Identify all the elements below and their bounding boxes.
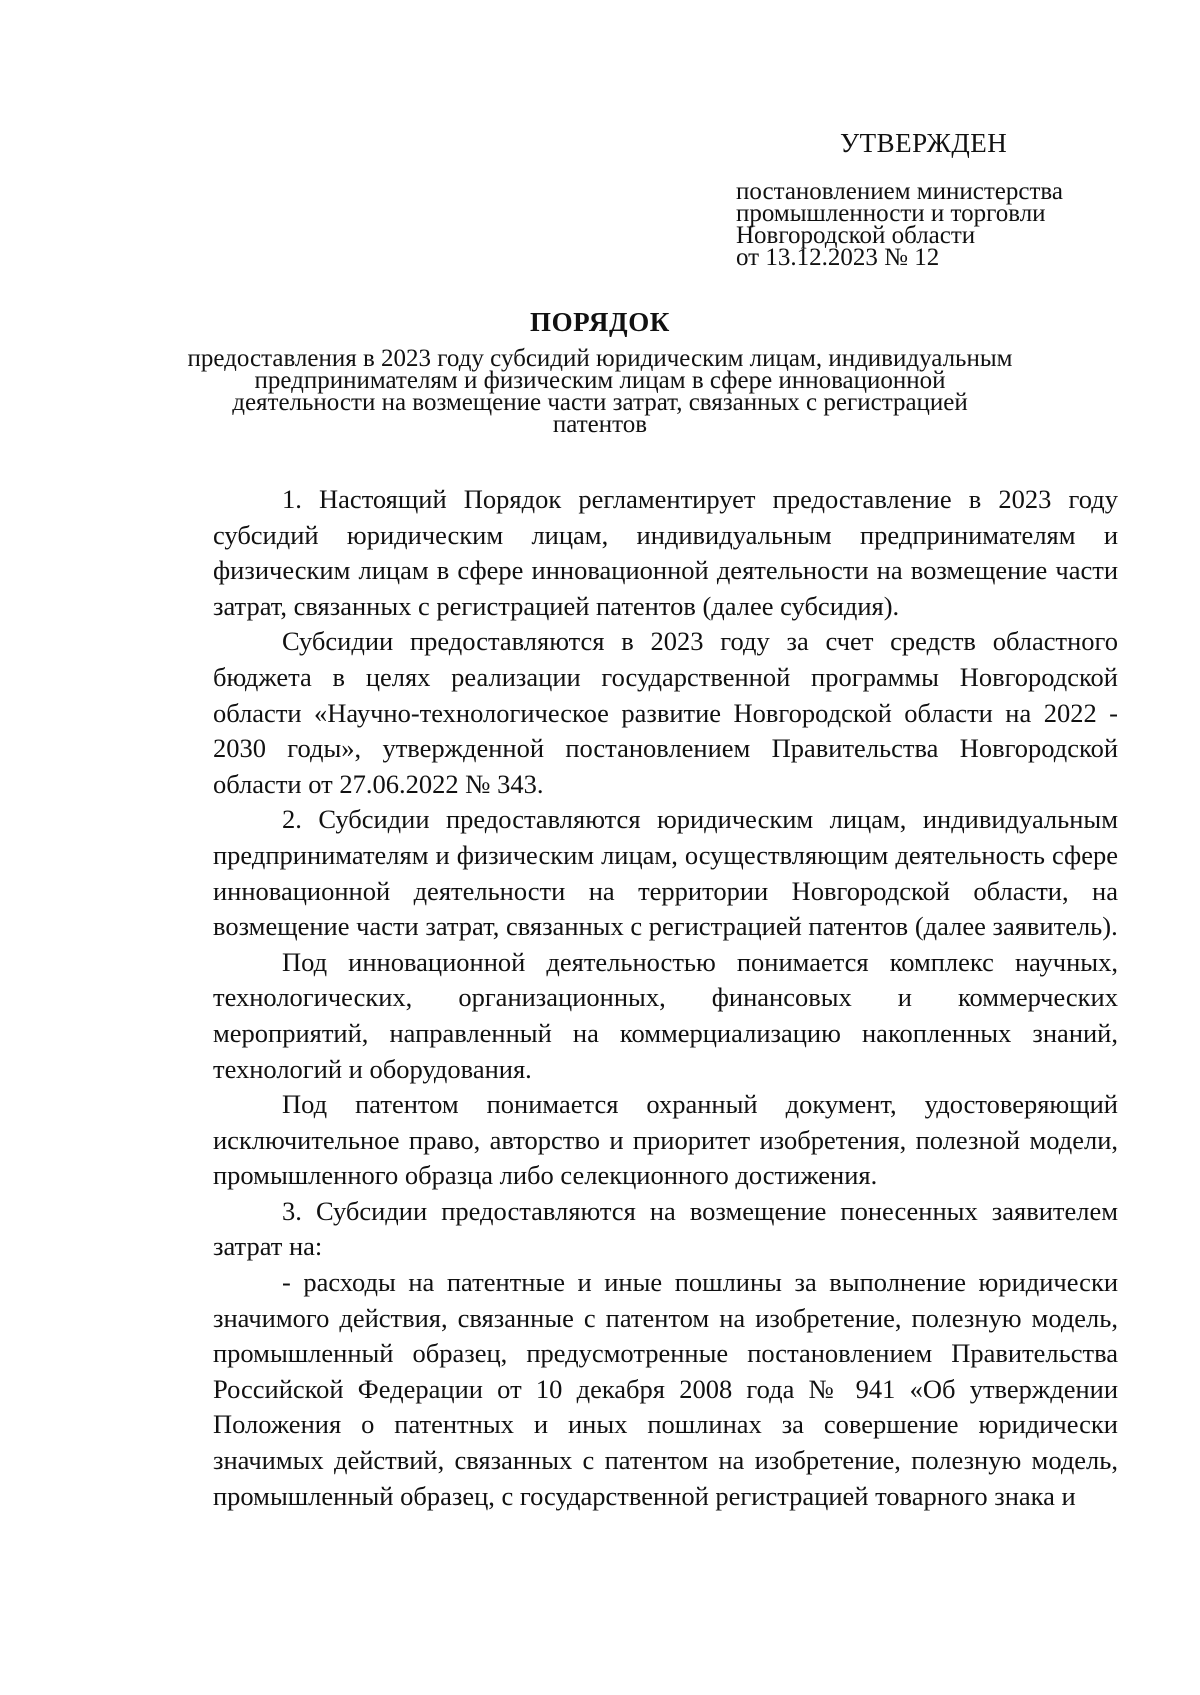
subtitle-line: предоставления в 2023 году субсидий юридическим лицам, индивидуальным [187, 345, 1013, 372]
approval-line: промышленности и торговли [736, 200, 1046, 227]
approval-title: УТВЕРЖДЕН [840, 128, 1008, 158]
paragraph-innovation-definition: Под инновационной деятельностью понимается комплекс научных, технологических, организационных, финансовых и коммерческих мероприятий, направленный на коммерциализацию накопленных знаний, технологий и оборудования. [213, 946, 1118, 1084]
paragraph-expenses-item: - расходы на патентные и иные пошлины за выполнение юридически значимого действия, связанные с патентом на изобретение, полезную модель, промышленный образец, предусмотренные постановлением Правительства Российской Федерации от 10 декабря 2008 года № 941 «Об утверждении Положения о патентных и иных пошлинах за совершение юридически значимых действий, связанных с патентом на изобретение, полезную модель, промышленный образец, с государственной регистрацией товарного знака и [213, 1267, 1118, 1511]
approval-line: Новгородской области [736, 222, 976, 249]
approval-line: постановлением министерства [736, 178, 1063, 205]
approval-stamp [736, 128, 1116, 269]
paragraph-funding-source: Субсидии предоставляются в 2023 году за счет средств областного бюджета в целях реализации государственной программы Новгородской области «Научно-технологическое развитие Новгородской области на 2022 - 2030 годы», утвержденной постановлением Правительства Новгородской области от 27.06.2022 № 343. [213, 626, 1118, 799]
subtitle-line: деятельности на возмещение части затрат, связанных с регистрацией [232, 389, 968, 416]
document-body [213, 482, 1118, 1514]
document-subtitle [160, 345, 1040, 438]
paragraph-patent-definition: Под патентом понимается охранный документ, удостоверяющий исключительное право, авторство и приоритет изобретения, полезной модели, промышленного образца либо селекционного достижения. [213, 1089, 1118, 1191]
subtitle-line: предпринимателям и физическим лицам в сфере инновационной [254, 367, 946, 394]
approval-date-number: от 13.12.2023 № 12 [736, 244, 940, 271]
paragraph-3: 3. Субсидии предоставляются на возмещение понесенных заявителем затрат на: [213, 1195, 1118, 1262]
document-title: ПОРЯДОК [529, 307, 670, 337]
subtitle-line: патентов [552, 411, 648, 438]
paragraph-2: 2. Субсидии предоставляются юридическим лицам, индивидуальным предпринимателям и физическим лицам, осуществляющим деятельность сфере инновационной деятельности на территории Новгородской области, на возмещение части затрат, связанных с регистрацией патентов (далее заявитель). [213, 804, 1118, 942]
paragraph-1: 1. Настоящий Порядок регламентирует предоставление в 2023 году субсидий юридическим лицам, индивидуальным предпринимателям и физическим лицам в сфере инновационной деятельности на возмещение части затрат, связанных с регистрацией патентов (далее субсидия). [213, 484, 1118, 621]
